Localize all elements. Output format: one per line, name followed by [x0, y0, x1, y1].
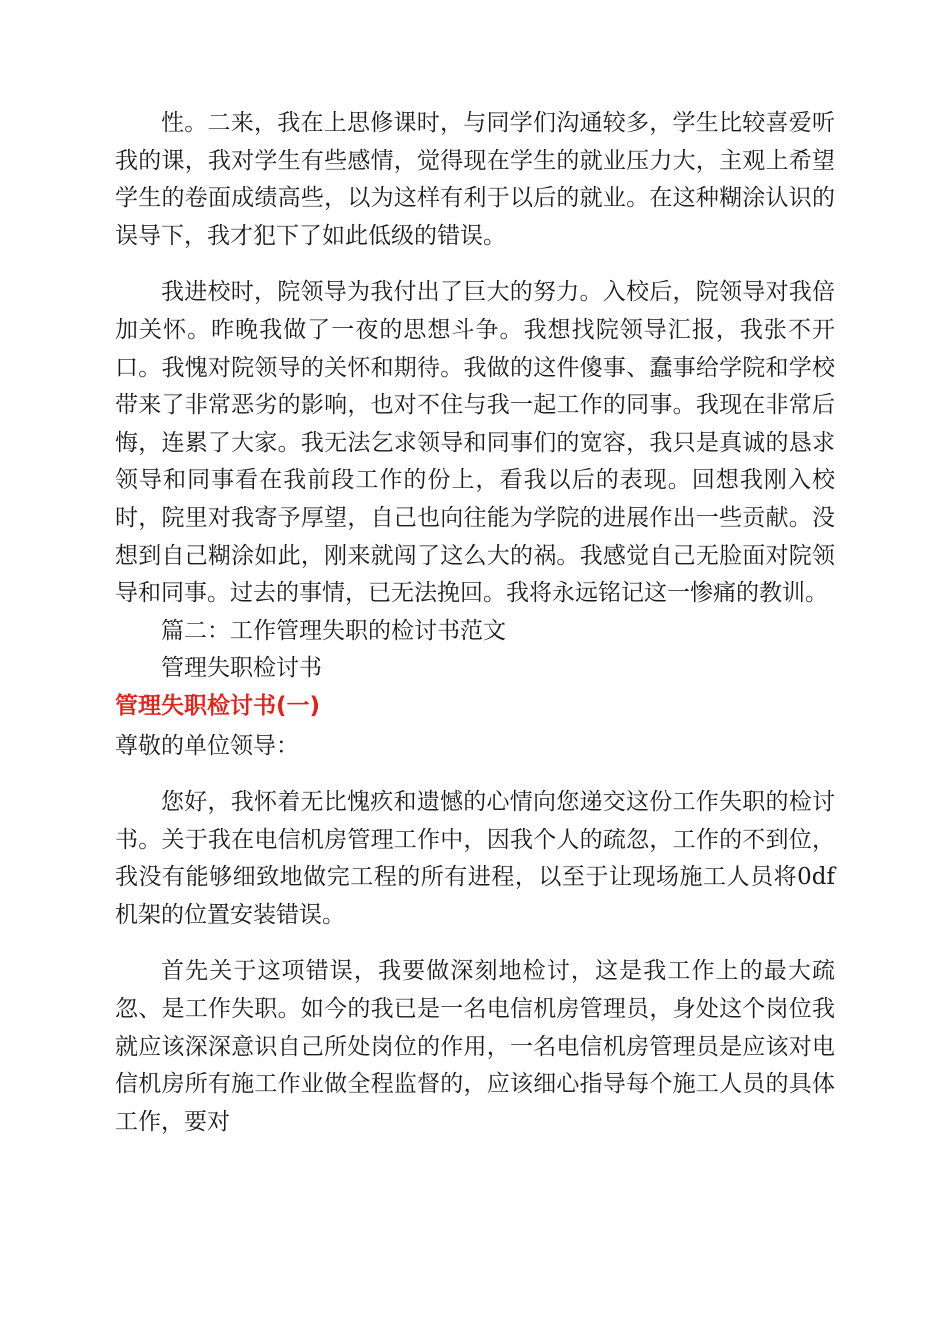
document-title: 管理失职检讨书 [161, 655, 322, 682]
document-page [115, 105, 835, 1141]
salutation: 尊敬的单位领导： [115, 732, 299, 759]
section-title: 篇二：工作管理失职的检讨书范文 [161, 617, 506, 644]
paragraph-3: 您好，我怀着无比愧疚和遗憾的心情向您递交这份工作失职的检讨书。关于我在电信机房管理工作中，因我个人的疏忽，工作的不到位，我没有能够细致地做完工程的所有进程，以至于让现场施工人员将0df机架的位置安装错误。 [115, 789, 835, 928]
paragraph-4: 首先关于这项错误，我要做深刻地检讨，这是我工作上的最大疏忽、是工作失职。如今的我已是一名电信机房管理员，身处这个岗位我就应该深深意识自己所处岗位的作用，一名电信机房管理员是应该对电信机房所有施工作业做全程监督的，应该细心指导每个施工人员的具体工作，要对 [115, 958, 835, 1135]
red-heading: 管理失职检讨书(一) [115, 692, 321, 719]
paragraph-2: 我进校时，院领导为我付出了巨大的努力。入校后，院领导对我倍加关怀。昨晚我做了一夜的思想斗争。我想找院领导汇报，我张不开口。我愧对院领导的关怀和期待。我做的这件傻事、蠢事给学院和学校带来了非常恶劣的影响，也对不住与我一起工作的同事。我现在非常后悔，连累了大家。我无法乞求领导和同事们的宽容，我只是真诚的恳求领导和同事看在我前段工作的份上，看我以后的表现。回想我刚入校时，院里对我寄予厚望，自己也向往能为学院的进展作出一些贡献。没想到自己糊涂如此，刚来就闯了这么大的祸。我感觉自己无脸面对院领导和同事。过去的事情，已无法挽回。我将永远铭记这一惨痛的教训。 [115, 279, 835, 607]
paragraph-1: 性。二来，我在上思修课时，与同学们沟通较多，学生比较喜爱听我的课，我对学生有些感情，觉得现在学生的就业压力大，主观上希望学生的卷面成绩高些，以为这样有利于以后的就业。在这种糊涂认识的误导下，我才犯下了如此低级的错误。 [115, 110, 835, 249]
